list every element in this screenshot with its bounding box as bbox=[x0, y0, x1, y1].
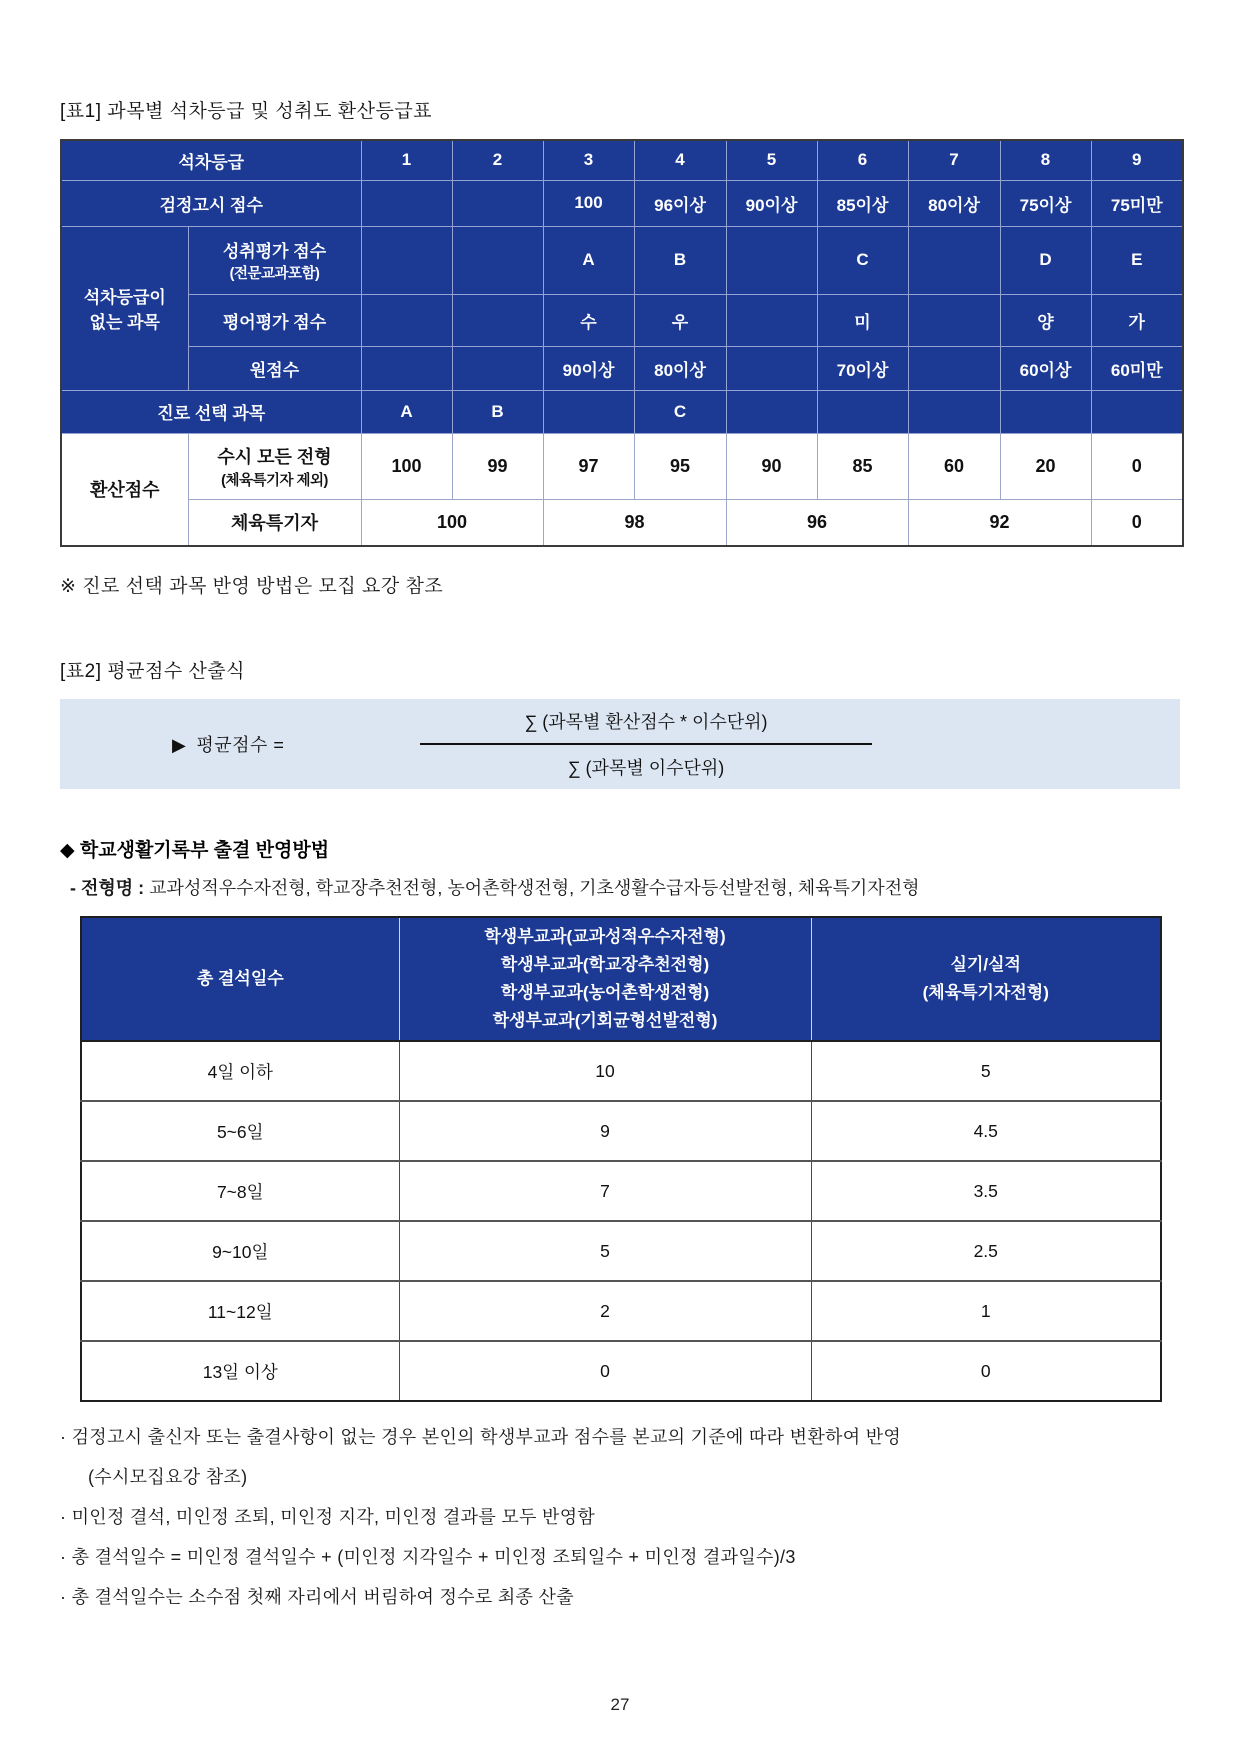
verbal-value-cell: 가 bbox=[1091, 294, 1183, 346]
grade-header-cell: 8 bbox=[1000, 140, 1091, 180]
career-value-cell bbox=[543, 390, 634, 433]
table-row bbox=[61, 346, 1183, 390]
table-header-row bbox=[81, 917, 1161, 1041]
susi-label-line1: 수시 모든 전형 bbox=[217, 446, 332, 467]
table-row bbox=[61, 180, 1183, 226]
admission-types-line bbox=[70, 874, 1180, 900]
sports-score-cell: 2.5 bbox=[811, 1221, 1161, 1281]
header-line: 실기/실적 bbox=[950, 955, 1021, 974]
susi-label-line2: (체육특기자 제외) bbox=[221, 472, 328, 489]
school-record-header-cell bbox=[399, 917, 811, 1041]
ged-value-cell: 100 bbox=[543, 180, 634, 226]
achievement-value-cell: B bbox=[634, 226, 726, 294]
susi-value-cell: 0 bbox=[1091, 433, 1183, 499]
verbal-value-cell: 수 bbox=[543, 294, 634, 346]
ged-value-cell: 96이상 bbox=[634, 180, 726, 226]
ged-value-cell: 85이상 bbox=[817, 180, 908, 226]
note-line: · 총 결석일수는 소수점 첫째 자리에서 버림하여 정수로 최종 산출 bbox=[60, 1587, 574, 1607]
raw-score-value-cell: 60이상 bbox=[1000, 346, 1091, 390]
susi-value-cell: 100 bbox=[361, 433, 452, 499]
susi-value-cell: 90 bbox=[726, 433, 817, 499]
header-line: 학생부교과(농어촌학생전형) bbox=[500, 983, 710, 1002]
verbal-value-cell bbox=[908, 294, 1000, 346]
career-value-cell: A bbox=[361, 390, 452, 433]
absence-days-header-cell: 총 결석일수 bbox=[81, 917, 399, 1041]
raw-score-value-cell bbox=[452, 346, 543, 390]
note-line: (수시모집요강 참조) bbox=[88, 1467, 248, 1487]
raw-score-value-cell: 90이상 bbox=[543, 346, 634, 390]
school-score-cell: 5 bbox=[399, 1221, 811, 1281]
verbal-value-cell: 우 bbox=[634, 294, 726, 346]
grade-header-cell: 4 bbox=[634, 140, 726, 180]
achievement-value-cell: A bbox=[543, 226, 634, 294]
formula-fraction bbox=[420, 708, 872, 780]
verbal-value-cell: 양 bbox=[1000, 294, 1091, 346]
career-value-cell bbox=[817, 390, 908, 433]
table-row bbox=[61, 140, 1183, 180]
table-row bbox=[61, 226, 1183, 294]
attendance-notes bbox=[60, 1422, 1180, 1612]
triangle-bullet-icon: ▶ bbox=[172, 735, 187, 755]
achievement-value-cell: E bbox=[1091, 226, 1183, 294]
header-line: (체육특기자전형) bbox=[922, 983, 1049, 1002]
career-value-cell bbox=[726, 390, 817, 433]
absence-range-cell: 9~10일 bbox=[81, 1221, 399, 1281]
raw-score-label-cell: 원점수 bbox=[188, 346, 361, 390]
formula-numerator: ∑ (과목별 환산점수 * 이수단위) bbox=[420, 708, 872, 745]
table2-title: [표2] 평균점수 산출식 bbox=[60, 661, 246, 682]
no-rank-group-cell: 석차등급이 없는 과목 bbox=[61, 226, 188, 390]
sports-score-cell: 1 bbox=[811, 1281, 1161, 1341]
header-line: 학생부교과(학교장추천전형) bbox=[500, 955, 710, 974]
ged-value-cell bbox=[361, 180, 452, 226]
raw-score-value-cell: 70이상 bbox=[817, 346, 908, 390]
formula-denominator: ∑ (과목별 이수단위) bbox=[567, 758, 725, 778]
admission-types-label: - 전형명 : bbox=[70, 878, 145, 898]
header-line: 학생부교과(교과성적우수자전형) bbox=[484, 927, 726, 946]
table-row bbox=[61, 499, 1183, 546]
absence-range-cell: 11~12일 bbox=[81, 1281, 399, 1341]
raw-score-value-cell bbox=[908, 346, 1000, 390]
achievement-value-cell: D bbox=[1000, 226, 1091, 294]
achievement-value-cell bbox=[452, 226, 543, 294]
grade-conversion-table bbox=[60, 139, 1184, 547]
admission-types-value: 교과성적우수자전형, 학교장추천전형, 농어촌학생전형, 기초생활수급자등선발전형, 체육특기자전형 bbox=[149, 878, 920, 898]
raw-score-value-cell: 60미만 bbox=[1091, 346, 1183, 390]
career-value-cell bbox=[1091, 390, 1183, 433]
verbal-label-cell: 평어평가 점수 bbox=[188, 294, 361, 346]
school-score-cell: 7 bbox=[399, 1161, 811, 1221]
susi-value-cell: 20 bbox=[1000, 433, 1091, 499]
ged-value-cell: 80이상 bbox=[908, 180, 1000, 226]
susi-value-cell: 97 bbox=[543, 433, 634, 499]
absence-range-cell: 4일 이하 bbox=[81, 1041, 399, 1101]
career-value-cell bbox=[908, 390, 1000, 433]
career-label-cell: 진로 선택 과목 bbox=[61, 390, 361, 433]
sports-score-cell: 3.5 bbox=[811, 1161, 1161, 1221]
conversion-group-cell: 환산점수 bbox=[61, 433, 188, 546]
sports-value-cell: 96 bbox=[726, 499, 908, 546]
verbal-value-cell bbox=[726, 294, 817, 346]
raw-score-value-cell bbox=[361, 346, 452, 390]
table-row bbox=[81, 1161, 1161, 1221]
sports-label-cell: 체육특기자 bbox=[188, 499, 361, 546]
sports-score-cell: 5 bbox=[811, 1041, 1161, 1101]
achievement-value-cell bbox=[361, 226, 452, 294]
school-score-cell: 0 bbox=[399, 1341, 811, 1401]
table-row bbox=[61, 433, 1183, 499]
absence-range-cell: 5~6일 bbox=[81, 1101, 399, 1161]
susi-value-cell: 60 bbox=[908, 433, 1000, 499]
grade-header-cell: 6 bbox=[817, 140, 908, 180]
note-line: · 검정고시 출신자 또는 출결사항이 없는 경우 본인의 학생부교과 점수를 본교의 기준에 따라 변환하여 반영 bbox=[60, 1427, 902, 1447]
achievement-value-cell bbox=[908, 226, 1000, 294]
table1-title: [표1] 과목별 석차등급 및 성취도 환산등급표 bbox=[60, 101, 433, 122]
absence-range-cell: 13일 이상 bbox=[81, 1341, 399, 1401]
note-line: · 총 결석일수 = 미인정 결석일수 + (미인정 지각일수 + 미인정 조퇴일수 + 미인정 결과일수)/3 bbox=[60, 1547, 796, 1567]
sports-value-cell: 92 bbox=[908, 499, 1091, 546]
sports-value-cell: 98 bbox=[543, 499, 726, 546]
achievement-value-cell: C bbox=[817, 226, 908, 294]
sports-value-cell: 0 bbox=[1091, 499, 1183, 546]
header-line: 학생부교과(기회균형선발전형) bbox=[492, 1011, 718, 1030]
sports-score-cell: 4.5 bbox=[811, 1101, 1161, 1161]
grade-header-cell: 9 bbox=[1091, 140, 1183, 180]
grade-header-cell: 3 bbox=[543, 140, 634, 180]
susi-label-cell bbox=[188, 433, 361, 499]
table-row bbox=[61, 294, 1183, 346]
career-value-cell: C bbox=[634, 390, 726, 433]
career-value-cell: B bbox=[452, 390, 543, 433]
school-score-cell: 2 bbox=[399, 1281, 811, 1341]
note-line: · 미인정 결석, 미인정 조퇴, 미인정 지각, 미인정 결과를 모두 반영함 bbox=[60, 1507, 596, 1527]
ged-value-cell: 75미만 bbox=[1091, 180, 1183, 226]
sports-value-cell: 100 bbox=[361, 499, 543, 546]
table-row bbox=[81, 1221, 1161, 1281]
achievement-label-line1: 성취평가 점수 bbox=[222, 242, 327, 261]
formula-lead-label: 평균점수 = bbox=[196, 735, 285, 755]
table-row bbox=[81, 1281, 1161, 1341]
grade-header-cell: 5 bbox=[726, 140, 817, 180]
verbal-value-cell bbox=[361, 294, 452, 346]
verbal-value-cell bbox=[452, 294, 543, 346]
ged-value-cell bbox=[452, 180, 543, 226]
achievement-label-cell bbox=[188, 226, 361, 294]
ged-value-cell: 75이상 bbox=[1000, 180, 1091, 226]
table1-footnote: ※ 진로 선택 과목 반영 방법은 모집 요강 참조 bbox=[60, 576, 444, 597]
page-number: 27 bbox=[610, 1695, 630, 1714]
verbal-value-cell: 미 bbox=[817, 294, 908, 346]
achievement-label-line2: (전문교과포함) bbox=[229, 266, 320, 282]
school-score-cell: 9 bbox=[399, 1101, 811, 1161]
average-score-formula-box bbox=[60, 699, 1180, 789]
attendance-table bbox=[80, 916, 1162, 1402]
susi-value-cell: 95 bbox=[634, 433, 726, 499]
table-row bbox=[81, 1101, 1161, 1161]
grade-header-cell: 2 bbox=[452, 140, 543, 180]
susi-value-cell: 99 bbox=[452, 433, 543, 499]
table-row bbox=[61, 390, 1183, 433]
ged-value-cell: 90이상 bbox=[726, 180, 817, 226]
formula-lead bbox=[60, 731, 420, 757]
ged-label-cell: 검정고시 점수 bbox=[61, 180, 361, 226]
raw-score-value-cell: 80이상 bbox=[634, 346, 726, 390]
practical-header-cell bbox=[811, 917, 1161, 1041]
sports-score-cell: 0 bbox=[811, 1341, 1161, 1401]
attendance-section-heading: ◆ 학교생활기록부 출결 반영방법 bbox=[60, 840, 330, 861]
grade-header-cell: 1 bbox=[361, 140, 452, 180]
achievement-value-cell bbox=[726, 226, 817, 294]
absence-range-cell: 7~8일 bbox=[81, 1161, 399, 1221]
career-value-cell bbox=[1000, 390, 1091, 433]
table-row bbox=[81, 1041, 1161, 1101]
raw-score-value-cell bbox=[726, 346, 817, 390]
corner-label-cell: 석차등급 bbox=[61, 140, 361, 180]
grade-header-cell: 7 bbox=[908, 140, 1000, 180]
table-row bbox=[81, 1341, 1161, 1401]
susi-value-cell: 85 bbox=[817, 433, 908, 499]
school-score-cell: 10 bbox=[399, 1041, 811, 1101]
